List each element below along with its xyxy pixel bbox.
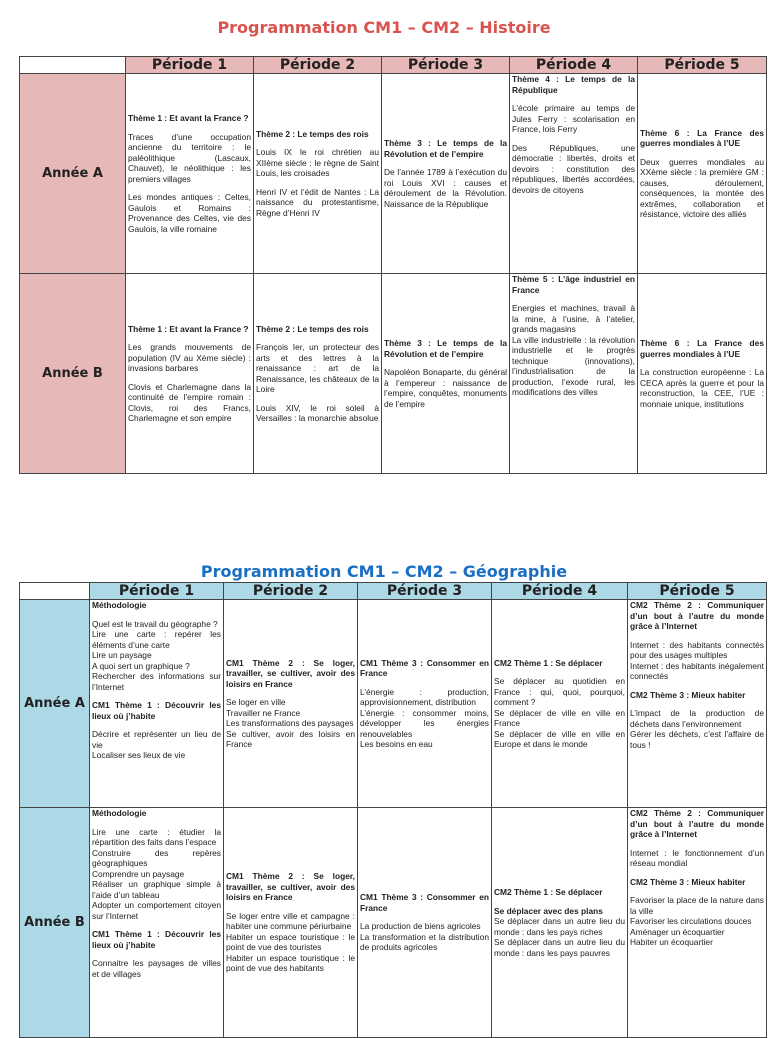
history-period-1-header: Période 1	[126, 57, 254, 74]
history-header-row	[20, 57, 767, 74]
cell-heading: Thème 4 : Le temps de la République	[512, 74, 635, 95]
cell-heading: Méthodologie	[92, 600, 147, 610]
cell-heading: CM2 Thème 3 : Mieux habiter	[630, 876, 746, 887]
cell-heading: Thème 1 : Et avant la France ?	[128, 113, 249, 123]
cell-heading: Thème 3 : Le temps de la Révolution et de l’empire	[384, 138, 507, 159]
history-cell	[382, 74, 510, 274]
cell-text: Des Républiques, une démocratie : libertés, droits et devoirs : constitution des républiques, libertés accordées, devoirs de citoyens	[512, 142, 635, 195]
cell-text: Louis XIV, le roi soleil à Versailles : la monarchie absolue	[256, 402, 379, 423]
geography-period-5-header: Période 5	[628, 583, 767, 600]
history-row-annee-a	[20, 74, 767, 274]
cell-heading: CM1 Thème 2 : Se loger, travailler, se cultiver, avoir des loisirs en France	[226, 871, 355, 903]
cell-text: Se loger en ville Travailler ne France Les transformations des paysages Se cultiver, avoir des loisirs en France	[226, 697, 355, 749]
history-title: Programmation CM1 – CM2 – Histoire	[217, 18, 551, 37]
cell-text: François Ier, un protecteur des arts et des lettres à la renaissance : art de la Renaissance, les châteaux de la Loire	[256, 342, 379, 394]
cell-text: Les grands mouvements de population (IV au Xème siècle) : invasions barbares	[128, 342, 251, 373]
cell-heading: Thème 1 : Et avant la France ?	[128, 323, 249, 334]
cell-text: L’impact de la production de déchets dans l’environnement Gérer les déchets, c’est l’affaire de tous !	[630, 708, 764, 750]
geography-row-label: Année B	[20, 808, 90, 1038]
geography-cell	[224, 808, 358, 1038]
geography-cell	[90, 808, 224, 1038]
geography-cell	[358, 600, 492, 808]
history-cell	[638, 74, 767, 274]
cell-text: Décrire et représenter un lieu de vie Localiser ses lieux de vie	[92, 729, 221, 760]
cell-text: L’école primaire au temps de Jules Ferry : scolarisation en France, lois Ferry	[512, 103, 635, 134]
cell-heading: Thème 6 : La France des guerres mondiales à l’UE	[640, 127, 764, 148]
cell-text: Se déplacer dans un autre lieu du monde : dans les pays riches Se déplacer dans un autre lieu du monde : dans les pays pauvres	[494, 916, 625, 958]
cell-heading: Thème 2 : Le temps des rois	[256, 128, 369, 139]
history-cell	[126, 74, 254, 274]
cell-heading: CM2 Thème 1 : Se déplacer	[494, 657, 603, 668]
cell-heading: Se déplacer avec des plans	[494, 905, 603, 916]
history-period-5-header: Période 5	[638, 57, 767, 74]
geography-cell	[492, 808, 628, 1038]
cell-text: Henri IV et l’édit de Nantes : La naissance du protestantisme, Règne d’Henri IV	[256, 186, 379, 218]
cell-heading: CM1 Thème 3 : Consommer en France	[360, 892, 489, 913]
history-table	[19, 56, 767, 474]
geography-cell	[628, 600, 767, 808]
history-cell	[254, 274, 382, 474]
cell-heading: CM2 Thème 3 : Mieux habiter	[630, 689, 746, 700]
cell-text: Connaitre les paysages de villes et de villages	[92, 958, 221, 979]
geography-cell	[358, 808, 492, 1038]
cell-text: De l’année 1789 à l’exécution du roi Louis XVI : causes et déroulement de la Révolution. Naissance de la République	[384, 167, 507, 209]
geography-title: Programmation CM1 – CM2 – Géographie	[200, 562, 568, 581]
geography-header-row	[20, 583, 767, 600]
cell-text: L’énergie : production, approvisionnement, distribution L’énergie : consommer moins, développer les énergies renouvelables Les besoins en eau	[360, 686, 489, 749]
history-period-4-header: Période 4	[510, 57, 638, 74]
geography-period-2-header: Période 2	[224, 583, 358, 600]
cell-heading: CM2 Thème 2 : Communiquer d’un bout à l’autre du monde grâce à l’Internet	[630, 808, 764, 839]
history-row-label: Année B	[20, 274, 126, 474]
cell-text: Internet : des habitants connectés pour des usages multiples Internet : des habitants inégalement connectés	[630, 639, 764, 681]
cell-text: Se loger entre ville et campagne : habiter une commune périurbaine Habiter un espace touristique : le point de vue des touristes Habiter un espace touristique : le point de vue des habitants	[226, 910, 355, 974]
cell-text: Napoléon Bonaparte, du général à l’empereur : naissance de l’empire, conquêtes, monuments de l’empire	[384, 367, 507, 409]
geography-cell	[628, 808, 767, 1038]
geography-cell	[492, 600, 628, 808]
cell-text: Traces d’une occupation ancienne du territoire : le paléolithique (Lascaux, Chauvet), le néolithique : les premiers villages	[128, 131, 251, 184]
history-cell	[126, 274, 254, 474]
history-cell	[382, 274, 510, 474]
history-cell	[254, 74, 382, 274]
cell-text: Deux guerres mondiales au XXème siècle : la première GM : causes, déroulement, conséquences, la montée des extrêmes, collaboration et résistance, victoire des alliés	[640, 156, 764, 219]
history-row-annee-b	[20, 274, 767, 474]
cell-heading: CM1 Thème 1 : Découvrir les lieux où j’habite	[92, 929, 221, 950]
cell-heading: CM2 Thème 1 : Se déplacer	[494, 887, 603, 897]
history-cell	[510, 274, 638, 474]
cell-heading: CM1 Thème 2 : Se loger, travailler, se cultiver, avoir des loisirs en France	[226, 657, 355, 689]
cell-heading: Thème 2 : Le temps des rois	[256, 323, 369, 334]
cell-text: Louis IX le roi chrétien au XIIème siècle : le règne de Saint Louis, les croisades	[256, 147, 379, 179]
cell-heading: Thème 6 : La France des guerres mondiales à l’UE	[640, 338, 764, 359]
cell-text: Favoriser la place de la nature dans la ville Favoriser les circulations douces Aménager un écoquartier Habiter un écoquartier	[630, 895, 764, 947]
geography-table	[19, 582, 767, 1038]
history-cell	[510, 74, 638, 274]
cell-text: La production de biens agricoles La transformation et la distribution de produits agricoles	[360, 921, 489, 953]
cell-heading: CM1 Thème 1 : Découvrir les lieux où j’habite	[92, 700, 221, 721]
history-corner-cell	[20, 57, 126, 74]
cell-text: Se déplacer au quotidien en France : qui, quoi, pourquoi, comment ? Se déplacer de ville en ville en France Se déplacer de ville en ville en Europe et dans le monde	[494, 676, 625, 749]
cell-text: Clovis et Charlemagne dans la continuité de l’empire romain : Clovis, roi des Francs, Charlemagne et son empire	[128, 381, 251, 423]
geography-row-annee-b	[20, 808, 767, 1038]
history-period-2-header: Période 2	[254, 57, 382, 74]
geography-period-3-header: Période 3	[358, 583, 492, 600]
geography-period-1-header: Période 1	[90, 583, 224, 600]
cell-heading: CM1 Thème 3 : Consommer en France	[360, 657, 489, 678]
cell-text: Quel est le travail du géographe ? Lire une carte : repérer les éléments d’une carte Lire un paysage A quoi sert un graphique ? Rechercher des informations sur l’Internet	[92, 618, 221, 692]
cell-text: Internet : le fonctionnement d’un réseau mondial	[630, 847, 764, 868]
cell-heading: Méthodologie	[92, 808, 147, 818]
geography-row-annee-a	[20, 600, 767, 808]
cell-text: Lire une carte : étudier la répartition des faits dans l’espace Construire des repères géographiques Comprendre un paysage Réaliser un graphique simple à l’aide d’un tableau Adopter un comportement citoyen sur l’Internet	[92, 826, 221, 921]
geography-cell	[224, 600, 358, 808]
cell-text: Energies et machines, travail à la mine, à l’usine, à l’atelier, grands magasins La ville industrielle : la révolution industrielle et le progrès technique (innovations), l’industrialisation de la production, l’exode rural, les modifications des villes	[512, 303, 635, 397]
history-period-3-header: Période 3	[382, 57, 510, 74]
cell-heading: Thème 5 : L’âge industriel en France	[512, 274, 635, 295]
cell-heading: CM2 Thème 2 : Communiquer d’un bout à l’autre du monde grâce à l’Internet	[630, 600, 764, 631]
cell-text: La construction européenne : La CECA après la guerre et pour la reconstruction, la CEE, l’UE : monnaie unique, institutions	[640, 367, 764, 409]
history-cell	[638, 274, 767, 474]
history-row-label: Année A	[20, 74, 126, 274]
geography-row-label: Année A	[20, 600, 90, 808]
geography-period-4-header: Période 4	[492, 583, 628, 600]
geography-corner-cell	[20, 583, 90, 600]
cell-heading: Thème 3 : Le temps de la Révolution et de l’empire	[384, 338, 507, 359]
geography-cell	[90, 600, 224, 808]
cell-text: Les mondes antiques : Celtes, Gaulois et Romains : Provenance des Celtes, vie des Gaulois, la ville romaine	[128, 192, 251, 234]
